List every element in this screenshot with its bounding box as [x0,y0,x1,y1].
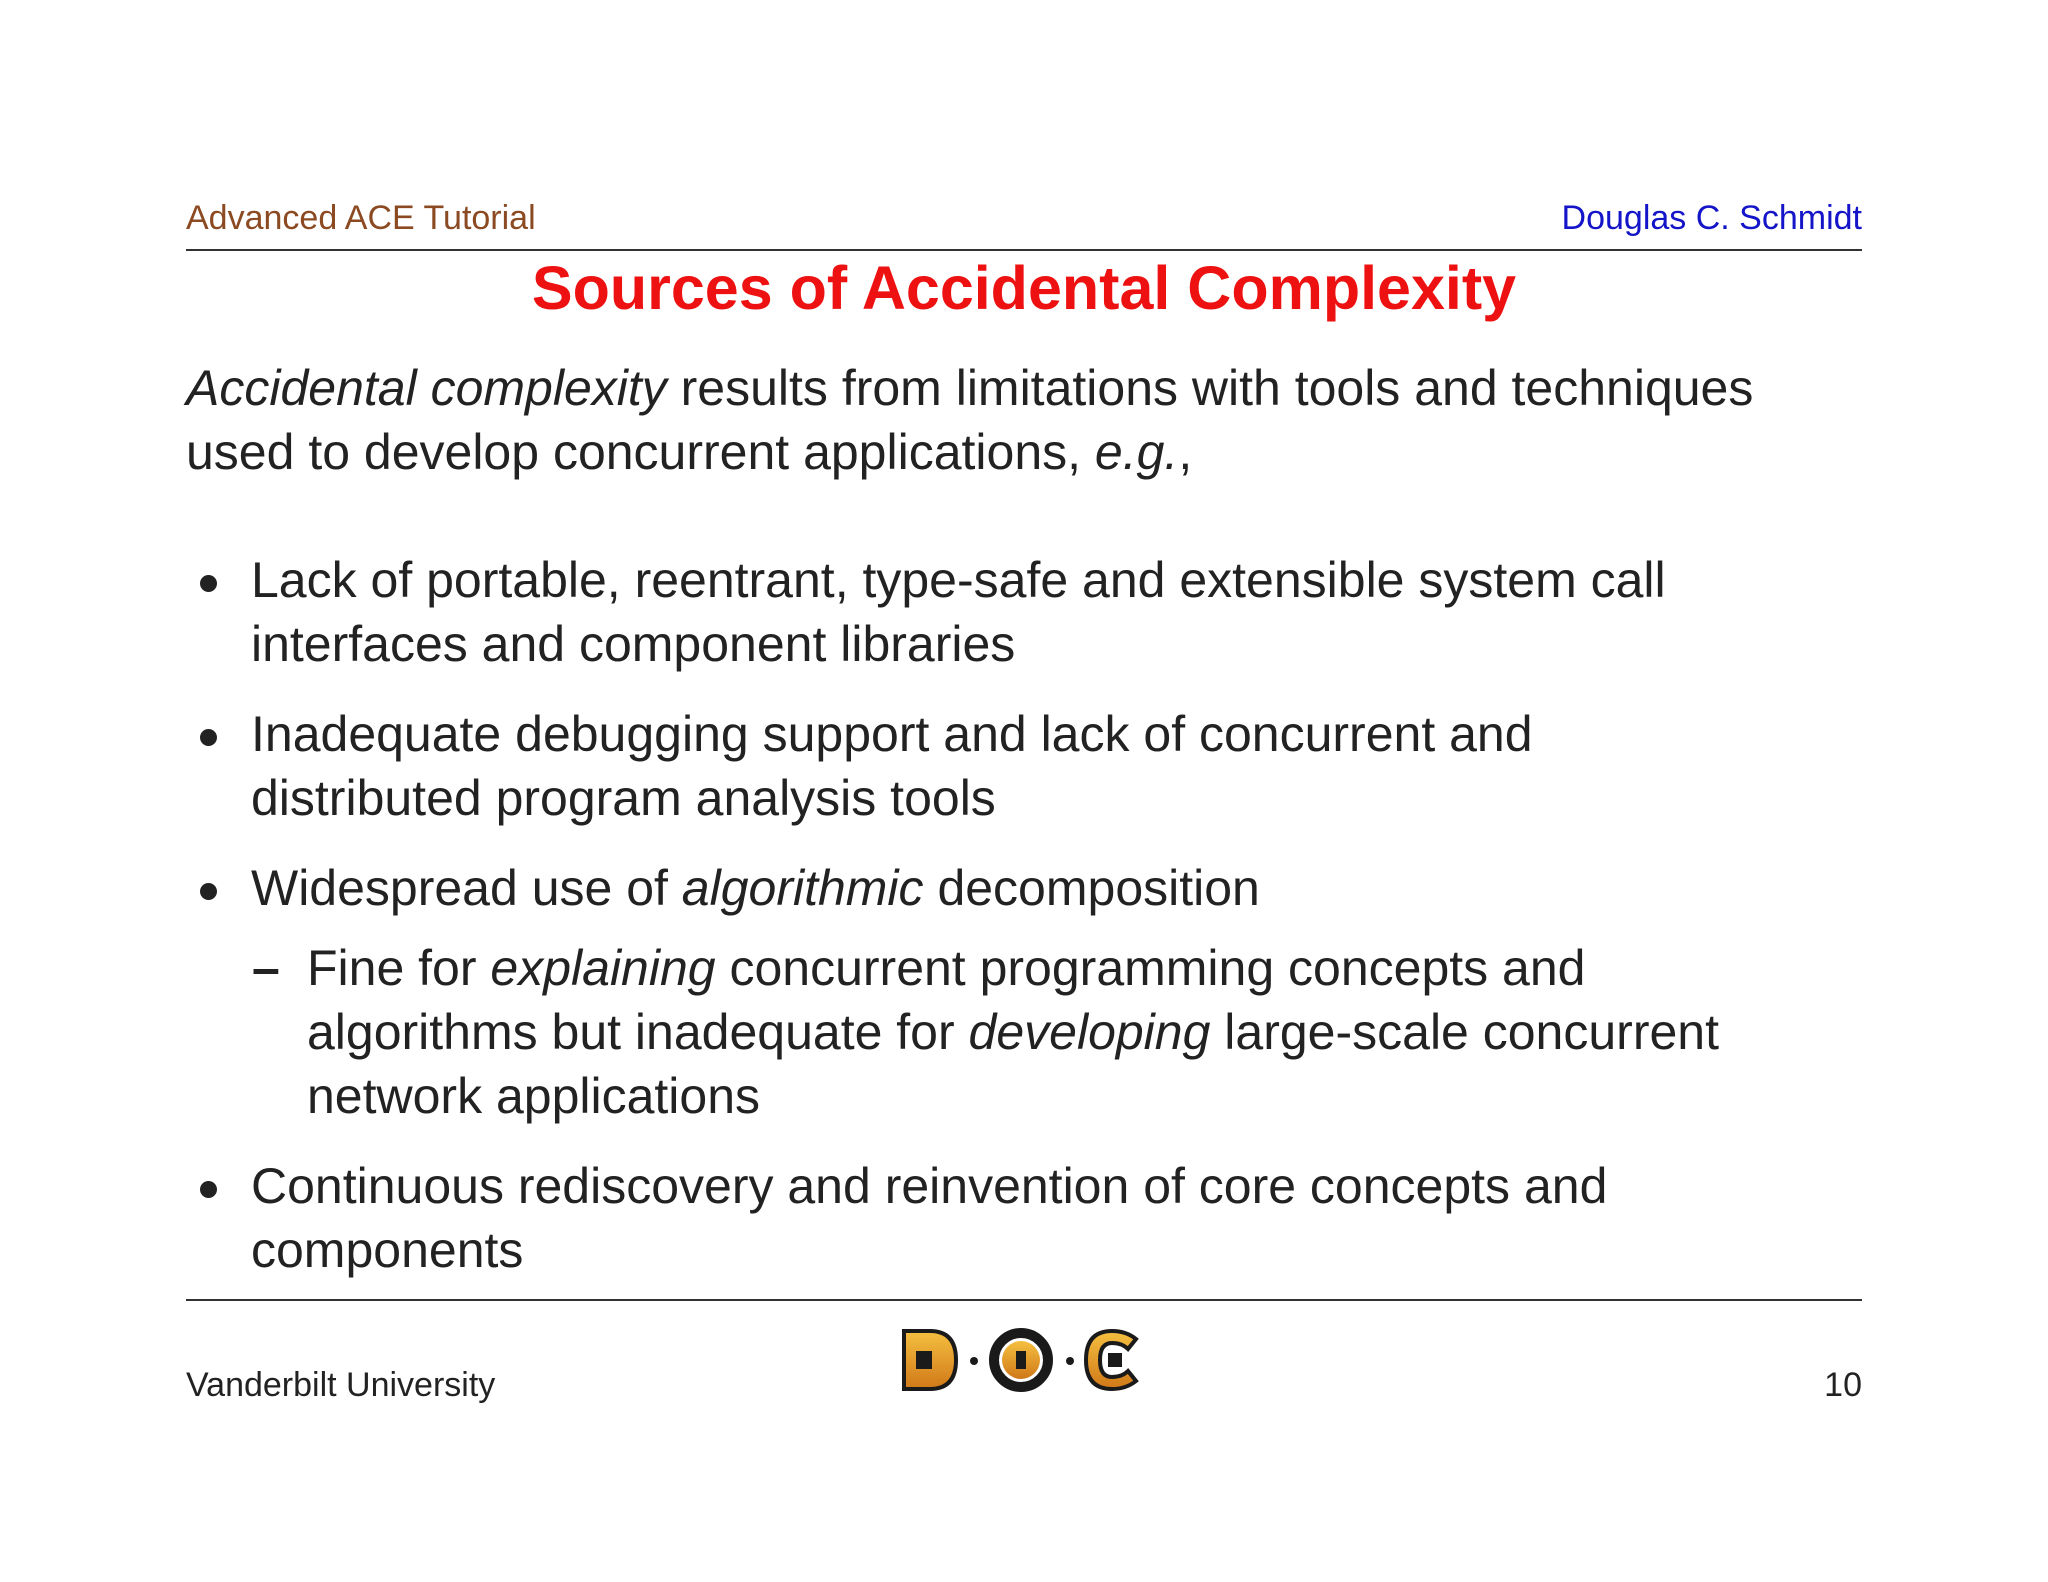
intro-paragraph [186,356,1862,484]
logo-dot [1066,1357,1074,1365]
sub-text-start: algorithms but inadequate for [307,1004,969,1060]
bullet-text-line: interfaces and component libraries [251,616,1016,672]
bullet-item [186,548,1862,676]
header-course-title: Advanced ACE Tutorial [186,199,536,237]
logo-o-inner [1016,1351,1026,1369]
bullet-item [186,1154,1862,1282]
intro-term: Accidental complexity [186,360,667,416]
bullet-text-line: Continuous rediscovery and reinvention of core concepts and [251,1158,1608,1214]
sub-bullet-text-line [307,936,1862,1000]
logo-c-inner [1108,1353,1122,1367]
sub-text-end: concurrent programming concepts and [715,940,1586,996]
bullet-dot-icon [200,883,217,900]
sub-bullet-text-line [307,1000,1862,1064]
bullet-text-line: Lack of portable, reentrant, type-safe and extensible system call [251,552,1666,608]
page-number: 10 [1824,1366,1862,1404]
doc-group-logo [900,1325,1150,1395]
sub-text-end: large-scale concurrent [1210,1004,1719,1060]
sub-bullet-text-line: network applications [307,1068,761,1124]
bullet-text-emphasis: algorithmic [681,860,924,916]
header-author: Douglas C. Schmidt [1561,199,1862,237]
sub-text-start: Fine for [307,940,491,996]
bullet-dot-icon [200,729,217,746]
intro-line2-start: used to develop concurrent applications, [186,424,1095,480]
intro-eg: e.g. [1094,424,1179,480]
footer-institution: Vanderbilt University [186,1366,496,1404]
logo-dot [970,1357,978,1365]
logo-d-inner [916,1351,932,1369]
footer-divider [186,1299,1862,1301]
bullet-dot-icon [200,1181,217,1198]
sub-text-emphasis: explaining [490,940,716,996]
slide-title: Sources of Accidental Complexity [531,254,1517,322]
bullet-text-start: Widespread use of [251,860,682,916]
header-divider [186,249,1862,251]
sub-bullet-item [186,936,1862,1128]
bullet-text-end: decomposition [923,860,1260,916]
sub-text-emphasis: developing [968,1004,1211,1060]
intro-line2-end: , [1178,424,1193,480]
intro-line1-rest: results from limitations with tools and techniques [666,360,1754,416]
dash-icon: – [252,940,280,996]
bullet-text-line: components [251,1222,524,1278]
bullet-list [186,548,1862,1308]
bullet-dot-icon [200,575,217,592]
bullet-item [186,856,1862,920]
bullet-text-line: Inadequate debugging support and lack of concurrent and [251,706,1533,762]
bullet-text-line: distributed program analysis tools [251,770,996,826]
bullet-item [186,702,1862,830]
bullet-text-line [251,856,1862,920]
